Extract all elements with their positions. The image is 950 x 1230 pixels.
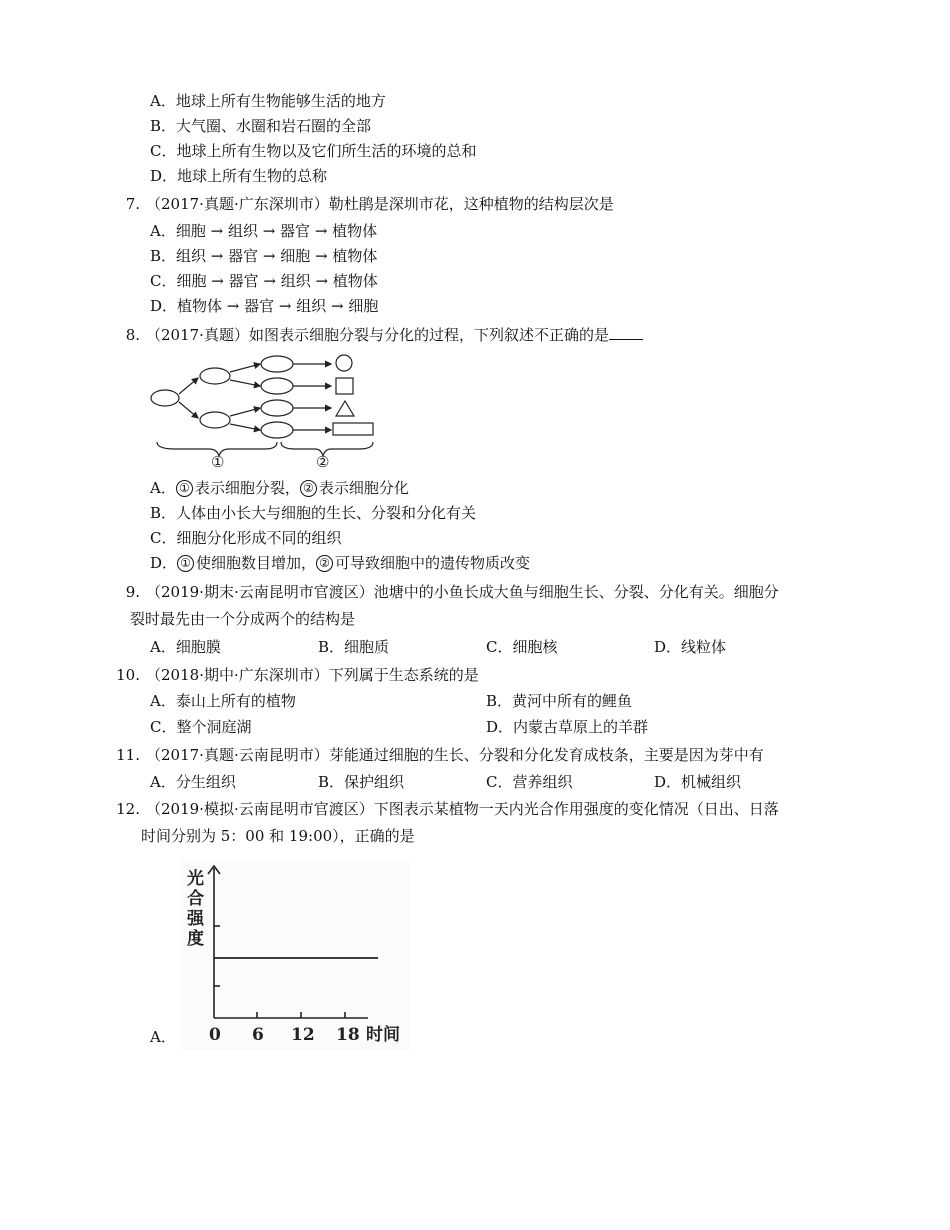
option-letter: C．	[150, 272, 177, 290]
option-text: 细胞分化形成不同的组织	[176, 529, 342, 547]
q12-number: 12.	[116, 800, 140, 818]
option-letter: A．	[150, 92, 176, 110]
q11-option-d[interactable]	[654, 772, 741, 792]
triangle-shape	[336, 401, 354, 416]
q9-number: 9.	[125, 583, 140, 601]
option-text: 组织 → 器官 → 细胞 → 植物体	[176, 247, 378, 265]
q8-number: 8.	[125, 326, 140, 344]
q8-option-c[interactable]	[150, 528, 342, 548]
y-label-char: 光	[187, 869, 204, 889]
q8-option-a[interactable]	[150, 478, 409, 498]
q7-option-c[interactable]	[150, 271, 378, 291]
x-tick-label: 6	[252, 1025, 264, 1045]
photosynthesis-graph	[180, 860, 410, 1050]
option-text: 细胞膜	[175, 638, 221, 656]
option-letter: C．	[150, 529, 177, 547]
q9-stem-line1: （2019·期末·云南昆明市官渡区）池塘中的小鱼长成大鱼与细胞生长、分裂、分化有关。细胞分	[146, 583, 779, 601]
option-letter: A．	[150, 638, 176, 656]
cell-ellipse	[261, 378, 293, 394]
option-letter: A．	[150, 773, 176, 791]
option-text: 泰山上所有的植物	[175, 692, 296, 710]
q7-option-b[interactable]	[150, 246, 377, 266]
option-letter: D．	[150, 297, 178, 315]
x-tick-label: 0	[209, 1025, 221, 1045]
option-text: 营养组织	[512, 773, 573, 791]
y-label-char: 度	[187, 929, 204, 949]
q11-option-a[interactable]	[150, 772, 236, 792]
q10-option-b[interactable]	[486, 691, 632, 711]
option-letter: B．	[150, 247, 177, 265]
option-letter: D．	[654, 638, 682, 656]
circled-two: ②	[316, 555, 333, 572]
option-text: 地球上所有生物的总称	[177, 167, 328, 185]
q6-option-d[interactable]	[150, 166, 327, 186]
option-text: 大气圈、水圈和岩石圈的全部	[176, 117, 372, 135]
q11-stem: （2017·真题·云南昆明市）芽能通过细胞的生长、分裂和分化发育成枝条，主要是因为芽中有	[146, 746, 764, 764]
q11-number: 11.	[116, 746, 140, 764]
q10-stem: （2018·期中·广东深圳市）下列属于生态系统的是	[146, 666, 479, 684]
q11-option-c[interactable]	[486, 772, 573, 792]
circled-one: ①	[177, 555, 194, 572]
q7-stem: （2017·真题·广东深圳市）勒杜鹃是深圳市花，这种植物的结构层次是	[146, 195, 614, 213]
cell-ellipse	[200, 412, 230, 428]
q10-option-a[interactable]	[150, 691, 296, 711]
x-tick-label: 12	[291, 1025, 315, 1045]
option-text: 内蒙古草原上的羊群	[513, 718, 649, 736]
q7-number: 7.	[125, 195, 140, 213]
option-text: 细胞 → 组织 → 器官 → 植物体	[175, 222, 378, 240]
option-text: 人体由小长大与细胞的生长、分裂和分化有关	[176, 504, 477, 522]
q8-option-b[interactable]	[150, 503, 476, 523]
q7-option-d[interactable]	[150, 296, 378, 316]
q6-option-c[interactable]	[150, 141, 477, 161]
cell-ellipse	[261, 400, 293, 416]
q12-option-a[interactable]	[150, 1027, 176, 1047]
option-letter: A．	[150, 1028, 176, 1046]
q8-option-d[interactable]	[150, 553, 530, 573]
q12-stem-line2: 时间分别为 5：00 和 19:00），正确的是	[141, 827, 415, 845]
option-text: 表示细胞分化	[318, 479, 409, 497]
option-text: 植物体 → 器官 → 组织 → 细胞	[177, 297, 379, 315]
x-tick-label: 18	[336, 1025, 360, 1045]
q6-option-b[interactable]	[150, 116, 371, 136]
q7-option-a[interactable]	[150, 221, 377, 241]
square-shape	[336, 378, 353, 394]
option-letter: B．	[486, 692, 513, 710]
q10-number: 10.	[116, 666, 140, 684]
option-letter: D．	[654, 773, 682, 791]
option-text: 可导致细胞中的遗传物质改变	[335, 554, 531, 572]
q9-option-a[interactable]	[150, 637, 221, 657]
q8-stem-wrap	[146, 325, 643, 345]
q10-option-d[interactable]	[486, 717, 648, 737]
option-letter: B．	[318, 773, 345, 791]
option-letter: C．	[486, 638, 513, 656]
rectangle-shape	[333, 423, 373, 435]
option-text: 细胞质	[344, 638, 390, 656]
option-text: 机械组织	[681, 773, 742, 791]
option-letter: D．	[150, 167, 178, 185]
cell-ellipse	[151, 390, 179, 406]
y-label-char: 强	[187, 909, 204, 929]
y-label-char: 合	[187, 889, 204, 909]
option-letter: C．	[150, 718, 177, 736]
option-text: 细胞核	[512, 638, 558, 656]
q9-stem-line2: 裂时最先由一个分成两个的结构是	[130, 610, 356, 628]
option-letter: A．	[150, 692, 176, 710]
option-letter: D．	[486, 718, 514, 736]
cell-ellipse	[261, 356, 293, 372]
q6-option-a[interactable]	[150, 91, 386, 111]
option-text: 整个洞庭湖	[176, 718, 252, 736]
option-letter: A．	[150, 222, 176, 240]
option-text: 保护组织	[344, 773, 405, 791]
q9-option-c[interactable]	[486, 637, 558, 657]
diagram-label-2: ②	[316, 453, 330, 470]
q10-option-c[interactable]	[150, 717, 252, 737]
q9-option-b[interactable]	[318, 637, 389, 657]
option-letter: B．	[150, 504, 177, 522]
option-text: 黄河中所有的鲤鱼	[512, 692, 633, 710]
circle-shape	[336, 355, 352, 371]
x-axis-label: 时间	[366, 1025, 400, 1045]
circled-two: ②	[300, 480, 317, 497]
option-text: 分生组织	[175, 773, 236, 791]
q8-stem: （2017·真题）如图表示细胞分裂与分化的过程，下列叙述不正确的是	[146, 326, 609, 344]
q12-stem-line1: （2019·模拟·云南昆明市官渡区）下图表示某植物一天内光合作用强度的变化情况（日出、日落	[146, 800, 779, 818]
option-text: 地球上所有生物能够生活的地方	[175, 92, 386, 110]
option-text: 地球上所有生物以及它们所生活的环境的总和	[176, 142, 477, 160]
option-letter: C．	[150, 142, 177, 160]
cell-ellipse	[261, 422, 293, 438]
q9-option-d[interactable]	[654, 637, 726, 657]
cell-division-diagram	[145, 350, 380, 470]
option-text: 使细胞数目增加，	[196, 554, 317, 572]
option-letter: B．	[318, 638, 345, 656]
answer-blank[interactable]	[609, 325, 643, 340]
option-text: 细胞 → 器官 → 组织 → 植物体	[176, 272, 378, 290]
option-letter: B．	[150, 117, 177, 135]
option-letter: A．	[150, 479, 176, 497]
circled-one: ①	[176, 480, 193, 497]
diagram-label-1: ①	[211, 453, 225, 470]
option-letter: C．	[486, 773, 513, 791]
q11-option-b[interactable]	[318, 772, 404, 792]
option-letter: D．	[150, 554, 178, 572]
option-text: 表示细胞分裂，	[194, 479, 300, 497]
cell-ellipse	[200, 368, 230, 384]
option-text: 线粒体	[681, 638, 727, 656]
